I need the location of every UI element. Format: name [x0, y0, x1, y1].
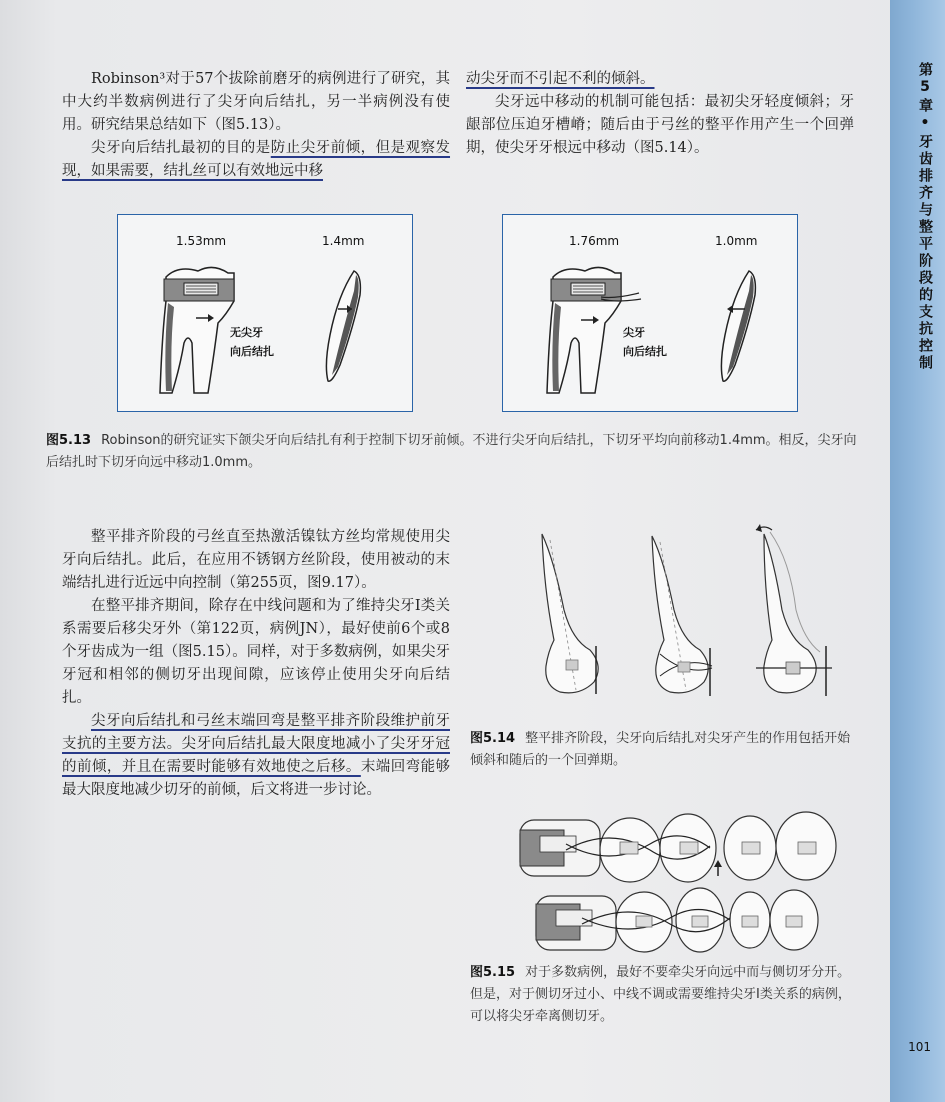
fig513-left-panel: [117, 214, 413, 412]
aim-plain-text: 尖牙向后结扎最初的目的是: [91, 140, 271, 156]
fig513-right-drawing: [503, 215, 797, 411]
fig513-left-label-line1: 无尖牙: [230, 326, 263, 339]
fig513-caption-text: Robinson的研究证实下颌尖牙向后结扎有利于控制下切牙前倾。不进行尖牙向后结扎，下切牙平均向前移动1.4mm。相反，尖牙向后结扎时下切牙向远中移动1.0mm。: [46, 433, 857, 470]
fig514-caption-label: 图5.14: [470, 731, 516, 746]
fig513-right-label-line2: 向后结扎: [623, 345, 667, 358]
paragraph-robinson: Robinson³对于57个拔除前磨牙的病例进行了研究，其中大约半数病例进行了尖牙向后结扎，另一半病例没有使用。研究结果总结如下（图5.13）。: [62, 71, 450, 133]
fig513-right-measure-crown: 1.76mm: [569, 234, 620, 248]
fig513-left-measure-crown: 1.53mm: [176, 234, 227, 248]
fig513-right-measure-incisor: 1.0mm: [715, 234, 758, 248]
dental-arch-row-top: [520, 812, 836, 882]
chapter-title: 第5章•牙齿排齐与整平阶段的支抗控制: [917, 62, 933, 372]
fig513-left-measure-incisor: 1.4mm: [322, 234, 365, 248]
page-number: 101: [908, 1040, 931, 1054]
bottom-left-column: [62, 526, 450, 802]
paragraph-alignment: 在整平排齐期间，除存在中线问题和为了维持尖牙I类关系需要后移尖牙外（第122页，病例JN），最好使前6个或8个牙齿成为一组（图5.15）。同样，对于多数病例，如果尖牙牙冠和相邻的侧切牙出现间隙，应该停止使用尖牙向后结扎。: [62, 598, 450, 706]
paragraph-anchorage: [62, 710, 450, 802]
canine-stage-rebound: [756, 524, 832, 696]
fig513-left-drawing: [118, 215, 412, 411]
paragraph-aim: [62, 137, 450, 183]
fig514-drawing: [520, 520, 850, 710]
paragraph-mechanism: 尖牙远中移动的机制可能包括：最初尖牙轻度倾斜；牙龈部位压迫牙槽嵴；随后由于弓丝的整平作用产生一个回弹期，使尖牙牙根远中移动（图5.14）。: [466, 94, 854, 156]
chapter-sidebar: [890, 0, 945, 1102]
incisor-tooth-illustration: [721, 271, 755, 381]
fig513-caption: [46, 430, 866, 474]
canine-stage-tipping: [652, 536, 712, 696]
paragraph-archwire: 整平排齐阶段的弓丝直至热激活镍钛方丝均常规使用尖牙向后结扎。此后，在应用不锈钢方丝阶段，使用被动的末端结扎进行近远中向控制（第255页，图9.17）。: [62, 529, 450, 591]
fig513-right-label-line1: 尖牙: [623, 326, 645, 339]
fig515-caption-text: 对于多数病例，最好不要牵尖牙向远中而与侧切牙分开。但是，对于侧切牙过小、中线不调或需要维持尖牙I类关系的病例，可以将尖牙牵离侧切牙。: [470, 965, 851, 1024]
fig513-right-panel: [502, 214, 798, 412]
incisor-tooth-illustration: [326, 271, 360, 381]
fig515-caption-label: 图5.15: [470, 965, 516, 980]
top-left-column: [62, 68, 450, 183]
dental-arch-row-bottom: [536, 888, 818, 952]
aim-underlined-text: 防止尖牙前倾，但是观察发现，如果需要，结扎丝可以有效地远中移: [62, 140, 451, 179]
anchorage-underlined-text: 尖牙向后结扎和弓丝末端回弯是整平排齐阶段维护前牙支抗的主要方法。尖牙向后结扎最大限度地减小了尖牙牙冠的前倾，并且在需要时能够有效地使之后移。: [62, 713, 450, 775]
continuation-underlined-text: 动尖牙而不引起不利的倾斜。: [466, 71, 655, 87]
anchorage-plain-text: 末端回弯能够最大限度地减少切牙的前倾，后文将进一步讨论。: [62, 759, 451, 798]
fig515-drawing: [510, 800, 860, 960]
fig513-left-label-line2: 向后结扎: [230, 345, 274, 358]
molar-tooth-illustration: [160, 267, 234, 393]
fig515-caption: [470, 962, 862, 1028]
fig513-caption-label: 图5.13: [46, 433, 92, 448]
top-right-column: [466, 68, 854, 160]
paragraph-continuation: [466, 68, 854, 91]
fig514-caption-text: 整平排齐阶段，尖牙向后结扎对尖牙产生的作用包括开始倾斜和随后的一个回弹期。: [470, 731, 851, 768]
canine-stage-initial: [542, 534, 598, 694]
fig514-caption: [470, 728, 862, 772]
